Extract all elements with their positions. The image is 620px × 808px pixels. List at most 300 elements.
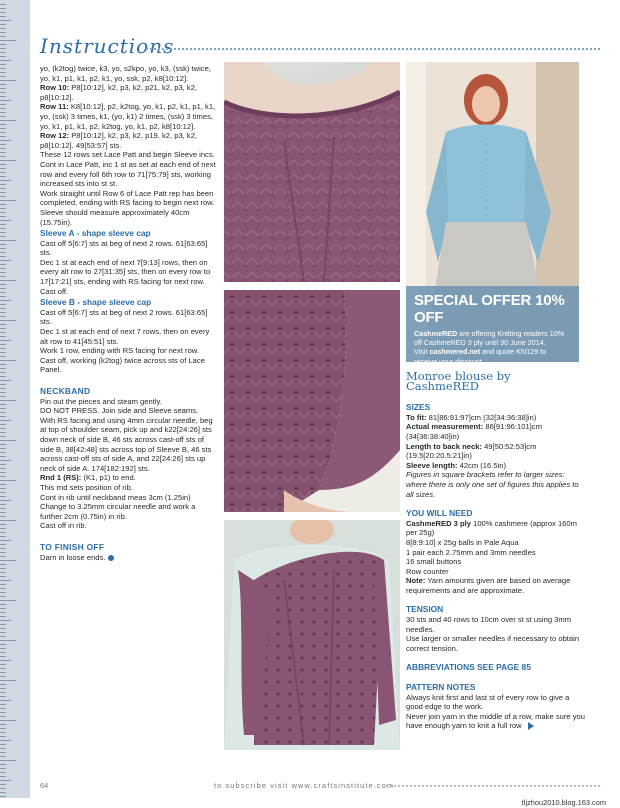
ruler-tick <box>0 72 6 73</box>
ruler-tick <box>0 252 6 253</box>
ruler-tick <box>0 492 6 493</box>
label-bold: Note: <box>406 576 426 586</box>
line-text: 86[91:96:101]cm (34[36:38:40]in) <box>406 422 542 441</box>
ruler-tick <box>0 140 11 141</box>
watermark: tljzhou2010.blog.163.com <box>0 798 620 808</box>
ruler-tick <box>0 188 6 189</box>
ruler-tick <box>0 184 6 185</box>
ruler-tick <box>0 640 16 641</box>
ruler-tick <box>0 560 16 561</box>
line-text: DO NOT PRESS. Join side and Sleeve seams. <box>40 406 199 416</box>
ruler-tick <box>0 96 6 97</box>
ruler-tick <box>0 536 6 537</box>
ruler-tick <box>0 68 6 69</box>
ruler-tick <box>0 36 6 37</box>
text-line <box>40 473 216 483</box>
ruler-tick <box>0 508 6 509</box>
ruler-tick <box>0 776 6 777</box>
label-bold: Row 10: <box>40 83 70 93</box>
text-line <box>40 502 216 521</box>
line-text: This rnd sets position of rib. <box>40 482 133 492</box>
sizes-heading: SIZES <box>406 402 431 413</box>
ruler-tick <box>0 208 6 209</box>
subheading: Sleeve A - shape sleeve cap <box>40 228 151 239</box>
ruler-tick <box>0 12 6 13</box>
ruler-tick <box>0 592 6 593</box>
ruler-tick <box>0 488 6 489</box>
offer-line1: are offering Knitting readers 10% off CashmeRED 3 ply until 30 June 2014. <box>414 329 565 348</box>
ruler-tick <box>0 84 6 85</box>
ruler-tick <box>0 696 6 697</box>
text-line <box>406 634 586 653</box>
ruler-tick <box>0 520 16 521</box>
continue-arrow-icon <box>528 722 534 730</box>
ruler-tick <box>0 472 6 473</box>
ruler-tick <box>0 524 6 525</box>
text-line <box>40 131 216 150</box>
ruler-tick <box>0 684 6 685</box>
text-line <box>40 258 216 287</box>
ruler-tick <box>0 332 6 333</box>
line-text: Cont in rib until neckband meas 3cm (1.25in) <box>40 492 191 502</box>
ruler-tick <box>0 80 16 81</box>
ruler-tick <box>0 692 6 693</box>
ruler-tick <box>0 292 6 293</box>
ruler-tick <box>0 16 6 17</box>
line-text: 1 pair each 2.75mm and 3mm needles <box>406 547 536 557</box>
ruler-tick <box>0 156 6 157</box>
line-text: P8[10:12], k2, p3, k2, p21, k2, p3, k2, p8[10:12]. <box>40 83 198 102</box>
ruler-tick <box>0 372 6 373</box>
line-text: Cast off 5[6:7] sts at beg of next 2 rows. 61[63:65] sts. <box>40 307 208 327</box>
materials-heading: YOU WILL NEED <box>406 508 473 519</box>
ruler-tick <box>0 288 6 289</box>
ruler-tick <box>0 496 6 497</box>
ruler-tick <box>0 148 6 149</box>
text-line <box>40 83 216 102</box>
ruler-tick <box>0 724 6 725</box>
line-text: Cont in Lace Patt, inc 1 st as set at each end of next row and every foll 6th row to 71[75:79] sts, working increased sts into st st. <box>40 159 216 189</box>
line-text: Sleeve should measure approximately 40cm (15.75in). <box>40 207 190 227</box>
ruler-tick <box>0 636 6 637</box>
note-italic: Figures in square brackets refer to larger sizes: where there is only one set of figures this applies to all sizes. <box>406 470 579 499</box>
special-offer-box <box>406 286 579 366</box>
line-text: 16 small buttons <box>406 557 462 567</box>
text-line <box>40 406 216 416</box>
ruler-tick <box>0 316 6 317</box>
ruler-tick <box>0 468 6 469</box>
ruler-tick <box>0 480 16 481</box>
text-line <box>40 150 216 160</box>
ruler-tick <box>0 236 6 237</box>
photo-sleeve-closeup <box>224 290 400 512</box>
ruler-tick <box>0 52 6 53</box>
offer-brand: CashmeRED <box>414 329 458 338</box>
line-text: P8[10:12], k2, p3, k2, p19, k2, p3, k2, p8[10:12]. 49[53:57] sts. <box>40 131 198 150</box>
ruler-tick <box>0 448 6 449</box>
ruler-tick <box>0 620 11 621</box>
ruler-tick <box>0 196 6 197</box>
ruler-tick <box>0 256 6 257</box>
ruler-tick <box>0 420 11 421</box>
offer-line2: and quote KN129 to receive your discount. <box>414 347 547 366</box>
ruler-tick <box>0 544 6 545</box>
ruler-tick <box>0 324 6 325</box>
ruler-tick <box>0 728 6 729</box>
ruler-tick <box>0 460 11 461</box>
ruler-tick <box>0 172 6 173</box>
ruler-tick <box>0 204 6 205</box>
ruler-tick <box>0 232 6 233</box>
ruler-tick <box>0 240 16 241</box>
line-text: (K1, p1) to end. <box>81 473 136 483</box>
ruler-tick <box>0 528 6 529</box>
ruler-tick <box>0 656 6 657</box>
ruler-tick <box>0 216 6 217</box>
ruler-tick <box>0 668 6 669</box>
ruler-tick <box>0 576 6 577</box>
ruler-tick <box>0 340 11 341</box>
ruler-tick <box>0 624 6 625</box>
ruler-tick <box>0 608 6 609</box>
ruler-tick <box>0 300 11 301</box>
ruler-tick <box>0 744 6 745</box>
ruler-tick <box>0 356 6 357</box>
ruler-tick <box>0 552 6 553</box>
ruler-tick <box>0 740 11 741</box>
text-line <box>40 553 216 563</box>
text-line <box>406 567 586 577</box>
ruler-tick <box>0 628 6 629</box>
ruler-tick <box>0 76 6 77</box>
ruler-tick <box>0 228 6 229</box>
label-bold: Rnd 1 (RS): <box>40 473 82 483</box>
ruler-tick <box>0 664 6 665</box>
ruler-tick <box>0 376 6 377</box>
ruler-tick <box>0 716 6 717</box>
ruler-tick <box>0 116 6 117</box>
ruler-tick <box>0 720 16 721</box>
ruler-tick <box>0 44 6 45</box>
text-line <box>406 461 586 471</box>
ruler-tick <box>0 192 6 193</box>
pattern-notes-list <box>406 693 586 731</box>
ruler-tick <box>0 532 6 533</box>
ruler-tick <box>0 464 6 465</box>
ruler-tick <box>0 152 6 153</box>
ruler-tick <box>0 676 6 677</box>
label-bold: To fit: <box>406 412 427 422</box>
ruler-tick <box>0 440 16 441</box>
text-line <box>40 483 216 493</box>
photo-neckline-closeup <box>224 62 400 282</box>
text-line <box>406 576 586 595</box>
ruler-tick <box>0 124 6 125</box>
label-bold: Length to back neck: <box>406 441 482 451</box>
ruler-tick <box>0 452 6 453</box>
ruler-tick <box>0 604 6 605</box>
ruler-tick <box>0 388 6 389</box>
ruler-tick <box>0 28 6 29</box>
ruler-tick <box>0 112 6 113</box>
ruler-tick <box>0 400 16 401</box>
ruler-tick <box>0 688 6 689</box>
label-bold: Row 11: <box>40 102 69 112</box>
text-line <box>406 422 586 441</box>
text-line <box>40 356 216 375</box>
line-text: Use larger or smaller needles if necessary to obtain correct tension. <box>406 634 580 653</box>
line-text: Yarn amounts given are based on average requirements and are approximate. <box>406 576 571 595</box>
ruler-tick <box>0 392 6 393</box>
ruler-tick <box>0 352 6 353</box>
ruler-tick <box>0 220 11 221</box>
line-text: Cast off in rib. <box>40 521 87 531</box>
ruler-tick <box>0 64 6 65</box>
ruler-tick <box>0 564 6 565</box>
footer-dotted-rule <box>386 785 600 787</box>
line-text: Never join yarn in the middle of a row, make sure you have enough yarn to knit a full row <box>406 711 585 731</box>
ruler-tick <box>0 512 6 513</box>
ruler-tick <box>0 268 6 269</box>
ruler-tick <box>0 540 11 541</box>
page-title: Instructions <box>40 34 175 58</box>
line-text: Cast off. <box>40 286 69 296</box>
ruler-tick <box>0 424 6 425</box>
ruler-tick <box>0 120 16 121</box>
ruler-tick <box>0 264 6 265</box>
ruler-tick <box>0 556 6 557</box>
line-text: Cast off, working (k2tog) twice across sts of Lace Panel. <box>40 355 205 375</box>
ruler-tick <box>0 312 6 313</box>
text-line <box>406 413 586 423</box>
page-number: 64 <box>40 781 49 790</box>
pattern-details-column <box>406 369 586 731</box>
ruler-tick <box>0 176 6 177</box>
label-bold: Row 12: <box>40 131 70 141</box>
line-text: Always knit first and last st of every row to give a good edge to the work. <box>406 692 570 712</box>
line-text: 42cm (16.5in) <box>457 460 507 470</box>
ruler-tick <box>0 484 6 485</box>
ruler-tick <box>0 712 6 713</box>
ruler-tick <box>0 732 6 733</box>
tension-heading: TENSION <box>406 604 444 615</box>
ruler-tick <box>0 100 11 101</box>
ruler-tick <box>0 48 6 49</box>
ruler-tick <box>0 380 11 381</box>
ruler-tick <box>0 600 16 601</box>
offer-url-link[interactable]: cashmered.net <box>429 347 481 357</box>
abbreviations-heading: ABBREVIATIONS SEE PAGE 85 <box>406 662 531 673</box>
text-line <box>406 442 586 461</box>
pattern-notes-heading: PATTERN NOTES <box>406 682 476 693</box>
end-bullet-icon <box>108 555 114 561</box>
ruler-tick <box>0 768 6 769</box>
ruler-tick <box>0 224 6 225</box>
ruler-tick <box>0 428 6 429</box>
text-line <box>40 397 216 407</box>
ruler-tick <box>0 748 6 749</box>
text-line <box>40 327 216 346</box>
ruler-tick <box>0 304 6 305</box>
ruler-tick <box>0 652 6 653</box>
ruler-tick <box>0 200 16 201</box>
ruler-tick <box>0 672 6 673</box>
ruler-tick <box>0 612 6 613</box>
ruler-tick <box>0 416 6 417</box>
ruler-tick <box>0 280 16 281</box>
text-line <box>40 416 216 474</box>
ruler-tick <box>0 144 6 145</box>
label-bold: CashmeRED 3 ply <box>406 518 471 528</box>
page-edge-ruler <box>0 0 30 808</box>
ruler-tick <box>0 396 6 397</box>
ruler-tick <box>0 792 6 793</box>
text-line <box>40 102 216 131</box>
ruler-tick <box>0 88 6 89</box>
ruler-tick <box>0 756 6 757</box>
line-text: K8[10:12], p2, k2tog, yo, k1, p2, k1, p1, k1, yo, (ssk) 3 times, k1, (yo, k1) 2 times, (ssk) 3 times, yo, k1, p1, k1, p2, k2tog, yo, k1, p2, k8[10:12]. <box>40 102 216 131</box>
text-line <box>406 548 586 558</box>
ruler-tick <box>0 548 6 549</box>
ruler-tick <box>0 360 16 361</box>
line-text: Pin out the pieces and steam gently. <box>40 396 162 406</box>
ruler-tick <box>0 704 6 705</box>
ruler-tick <box>0 40 16 41</box>
tension-list <box>406 615 586 653</box>
materials-list <box>406 519 586 596</box>
line-text: With RS facing and using 4mm circular needle, beg at top of shoulder seam, pick up and k22[24:26] sts down neck of side B, 46 sts across cast-off sts of side B, 38[42:48] sts across top of Sleeve B, 46 sts across cast-off sts of side A, and 22[24:26] sts up neck of side A. 174[182:192] sts. <box>40 415 213 473</box>
ruler-tick <box>0 408 6 409</box>
ruler-tick <box>0 384 6 385</box>
section-heading: NECKBAND <box>40 386 91 396</box>
ruler-tick <box>0 644 6 645</box>
subheading: Sleeve B - shape sleeve cap <box>40 297 152 308</box>
ruler-tick <box>0 336 6 337</box>
text-line <box>40 287 216 297</box>
ruler-tick <box>0 516 6 517</box>
line-text: Row counter <box>406 566 449 576</box>
ruler-tick <box>0 432 6 433</box>
ruler-tick <box>0 108 6 109</box>
text-line <box>406 470 586 499</box>
ruler-tick <box>0 596 6 597</box>
ruler-tick <box>0 580 11 581</box>
ruler-tick <box>0 320 16 321</box>
text-line <box>40 521 216 531</box>
line-text: 49[50:52:53]cm (19.5[20:20.5:21]in) <box>406 441 537 461</box>
ruler-tick <box>0 348 6 349</box>
text-line <box>40 239 216 258</box>
text-line <box>406 557 586 567</box>
ruler-tick <box>0 568 6 569</box>
ruler-tick <box>0 788 6 789</box>
ruler-tick <box>0 328 6 329</box>
ruler-tick <box>0 404 6 405</box>
ruler-tick <box>0 248 6 249</box>
label-bold: Actual measurement: <box>406 422 484 432</box>
line-text: These 12 rows set Lace Patt and begin Sleeve incs. <box>40 150 215 160</box>
ruler-tick <box>0 456 6 457</box>
text-line <box>406 519 586 538</box>
ruler-tick <box>0 368 6 369</box>
ruler-tick <box>0 160 16 161</box>
line-text: yo, (k2tog) twice, k3, yo, s2kpo, yo, k3, (ssk) twice, yo, k1, p1, k1, p2, k1, yo, ssk, p2, k8[10:12]. <box>40 64 211 83</box>
ruler-tick <box>0 784 6 785</box>
ruler-tick <box>0 412 6 413</box>
ruler-tick <box>0 764 6 765</box>
sizes-list <box>406 413 586 499</box>
ruler-tick <box>0 588 6 589</box>
ruler-tick <box>0 772 6 773</box>
ruler-tick <box>0 444 6 445</box>
ruler-tick <box>0 260 11 261</box>
text-line <box>40 189 216 208</box>
ruler-tick <box>0 24 6 25</box>
ruler-tick <box>0 164 6 165</box>
section-heading: TO FINISH OFF <box>40 541 105 552</box>
ruler-tick <box>0 700 11 701</box>
ruler-tick <box>0 344 6 345</box>
ruler-tick <box>0 616 6 617</box>
line-text: Cast off 5[6:7] sts at beg of next 2 rows. 61[63:65] sts. <box>40 238 208 258</box>
ruler-tick <box>0 780 11 781</box>
ruler-tick <box>0 296 6 297</box>
ruler-tick <box>0 308 6 309</box>
line-text: Dec 1 st at each end of next 7 rows, then on every alt row to 41[45:51] sts. <box>40 327 210 346</box>
text-line <box>40 308 216 327</box>
text-line <box>40 346 216 356</box>
text-line <box>406 615 586 634</box>
ruler-tick <box>0 92 6 93</box>
line-text: Work straight until Row 6 of Lace Patt rep has been completed, ending with RS facing to begin next row. <box>40 188 215 208</box>
text-line <box>406 693 586 712</box>
ruler-tick <box>0 56 6 57</box>
ruler-tick <box>0 660 11 661</box>
ruler-tick <box>0 136 6 137</box>
line-text: 81[86:91:97]cm (32[34:36:38]in) <box>426 412 537 422</box>
ruler-tick <box>0 180 11 181</box>
text-line <box>406 538 586 548</box>
label-bold: Sleeve length: <box>406 460 458 470</box>
ruler-tick <box>0 796 6 797</box>
ruler-tick <box>0 244 6 245</box>
line-text: 100% cashmere (approx 160m per 25g) <box>406 518 577 538</box>
ruler-tick <box>0 680 16 681</box>
ruler-tick <box>0 4 6 5</box>
photo-sweater-front <box>224 520 400 750</box>
offer-body <box>406 326 579 366</box>
ruler-tick <box>0 572 6 573</box>
subscribe-text: to subscribe visit www.craftsinstitute.com <box>214 781 395 790</box>
text-line <box>40 493 216 503</box>
ruler-tick <box>0 60 11 61</box>
ruler-tick <box>0 272 6 273</box>
ruler-tick <box>0 128 6 129</box>
ruler-tick <box>0 648 6 649</box>
ruler-tick <box>0 212 6 213</box>
text-line <box>40 64 216 83</box>
line-text: Dec 1 st at each end of next 7[9:13] rows, then on every alt row to 27[31:35] sts, then on every row to 17[17:21] sts, ending with RS facing for next row. <box>40 257 211 287</box>
ruler-tick <box>0 168 6 169</box>
line-text: 30 sts and 40 rows to 10cm over st st using 3mm needles. <box>406 615 572 634</box>
text-line <box>40 160 216 189</box>
ruler-tick <box>0 8 6 9</box>
line-text: 8[8:9:10] x 25g balls in Pale Aqua <box>406 537 519 547</box>
instructions-column <box>40 64 216 562</box>
pattern-title: Monroe blouse by CashmeRED <box>406 369 511 393</box>
ruler-tick <box>0 752 6 753</box>
text-line <box>40 208 216 227</box>
